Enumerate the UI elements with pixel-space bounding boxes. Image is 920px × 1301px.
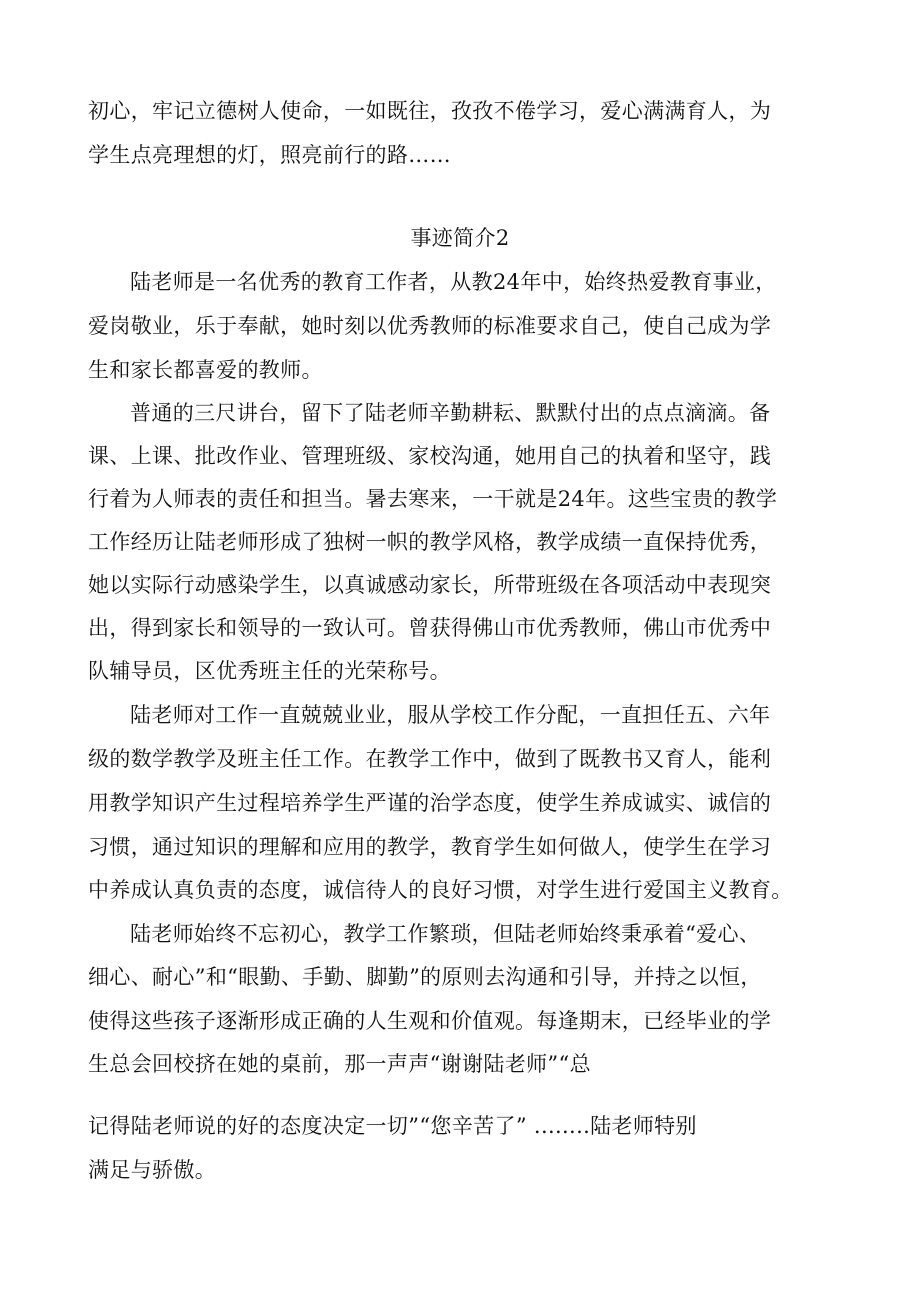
paragraph-line: 陆老师对工作一直兢兢业业，服从学校工作分配，一直担任五、六年 [130,703,771,727]
paragraph-line: 她以实际行动感染学生，以真诚感动家长，所带班级在各项活动中表现突 [88,573,772,597]
paragraph-line: 使得这些孩子逐渐形成正确的人生观和价值观。每逢期末，已经毕业的学 [88,1009,772,1033]
paragraph-line: 陆老师是一名优秀的教育工作者，从教24年中，始终热爱教育事业， [130,270,777,294]
paragraph-line: 队辅导员，区优秀班主任的光荣称号。 [88,659,451,683]
paragraph-line: 用教学知识产生过程培养学生严谨的治学态度，使学生养成诚实、诚信的 [88,791,772,815]
paragraph-line: 生和家长都喜爱的教师。 [88,358,323,382]
text-line: 记得陆老师说的好的态度决定一切”“您辛苦了” ........陆老师特别 [88,1114,697,1138]
paragraph-line: 课、上课、批改作业、管理班级、家校沟通，她用自己的执着和坚守，践 [88,444,772,468]
paragraph-line: 陆老师始终不忘初心，教学工作繁琐，但陆老师始终秉承着“爱心、 [130,922,761,946]
paragraph-line: 级的数学教学及班主任工作。在教学工作中，做到了既教书又育人，能利 [88,747,772,771]
paragraph-line: 普通的三尺讲台，留下了陆老师辛勤耕耘、默默付出的点点滴滴。备 [130,401,771,425]
paragraph-line: 出，得到家长和领导的一致认可。曾获得佛山市优秀教师，佛山市优秀中 [88,616,772,640]
text-line: 初心，牢记立德树人使命，一如既往，孜孜不倦学习，爱心满满育人，为 [88,99,772,123]
paragraph-line: 工作经历让陆老师形成了独树一帜的教学风格，教学成绩一直保持优秀， [88,530,772,554]
paragraph-line: 爱岗敬业，乐于奉献，她时刻以优秀教师的标准要求自己，使自己成为学 [88,314,772,338]
paragraph-line: 习惯，通过知识的理解和应用的教学，教育学生如何做人，使学生在学习 [88,835,772,859]
paragraph-line: 细心、耐心”和“眼勤、手勤、脚勤”的原则去沟通和引导，并持之以恒， [88,965,762,989]
paragraph-line: 中养成认真负责的态度，诚信待人的良好习惯，对学生进行爱国主义教育。 [88,878,793,902]
paragraph-line: 行着为人师表的责任和担当。暑去寒来，一干就是24年。这些宝贵的教学 [88,487,778,511]
section-title: 事迹简介2 [410,226,510,250]
text-line: 满足与骄傲。 [88,1158,217,1182]
text-line: 学生点亮理想的灯，照亮前行的路…… [88,143,451,167]
paragraph-line: 生总会回校挤在她的桌前，那一声声“谢谢陆老师”“总 [88,1052,591,1076]
